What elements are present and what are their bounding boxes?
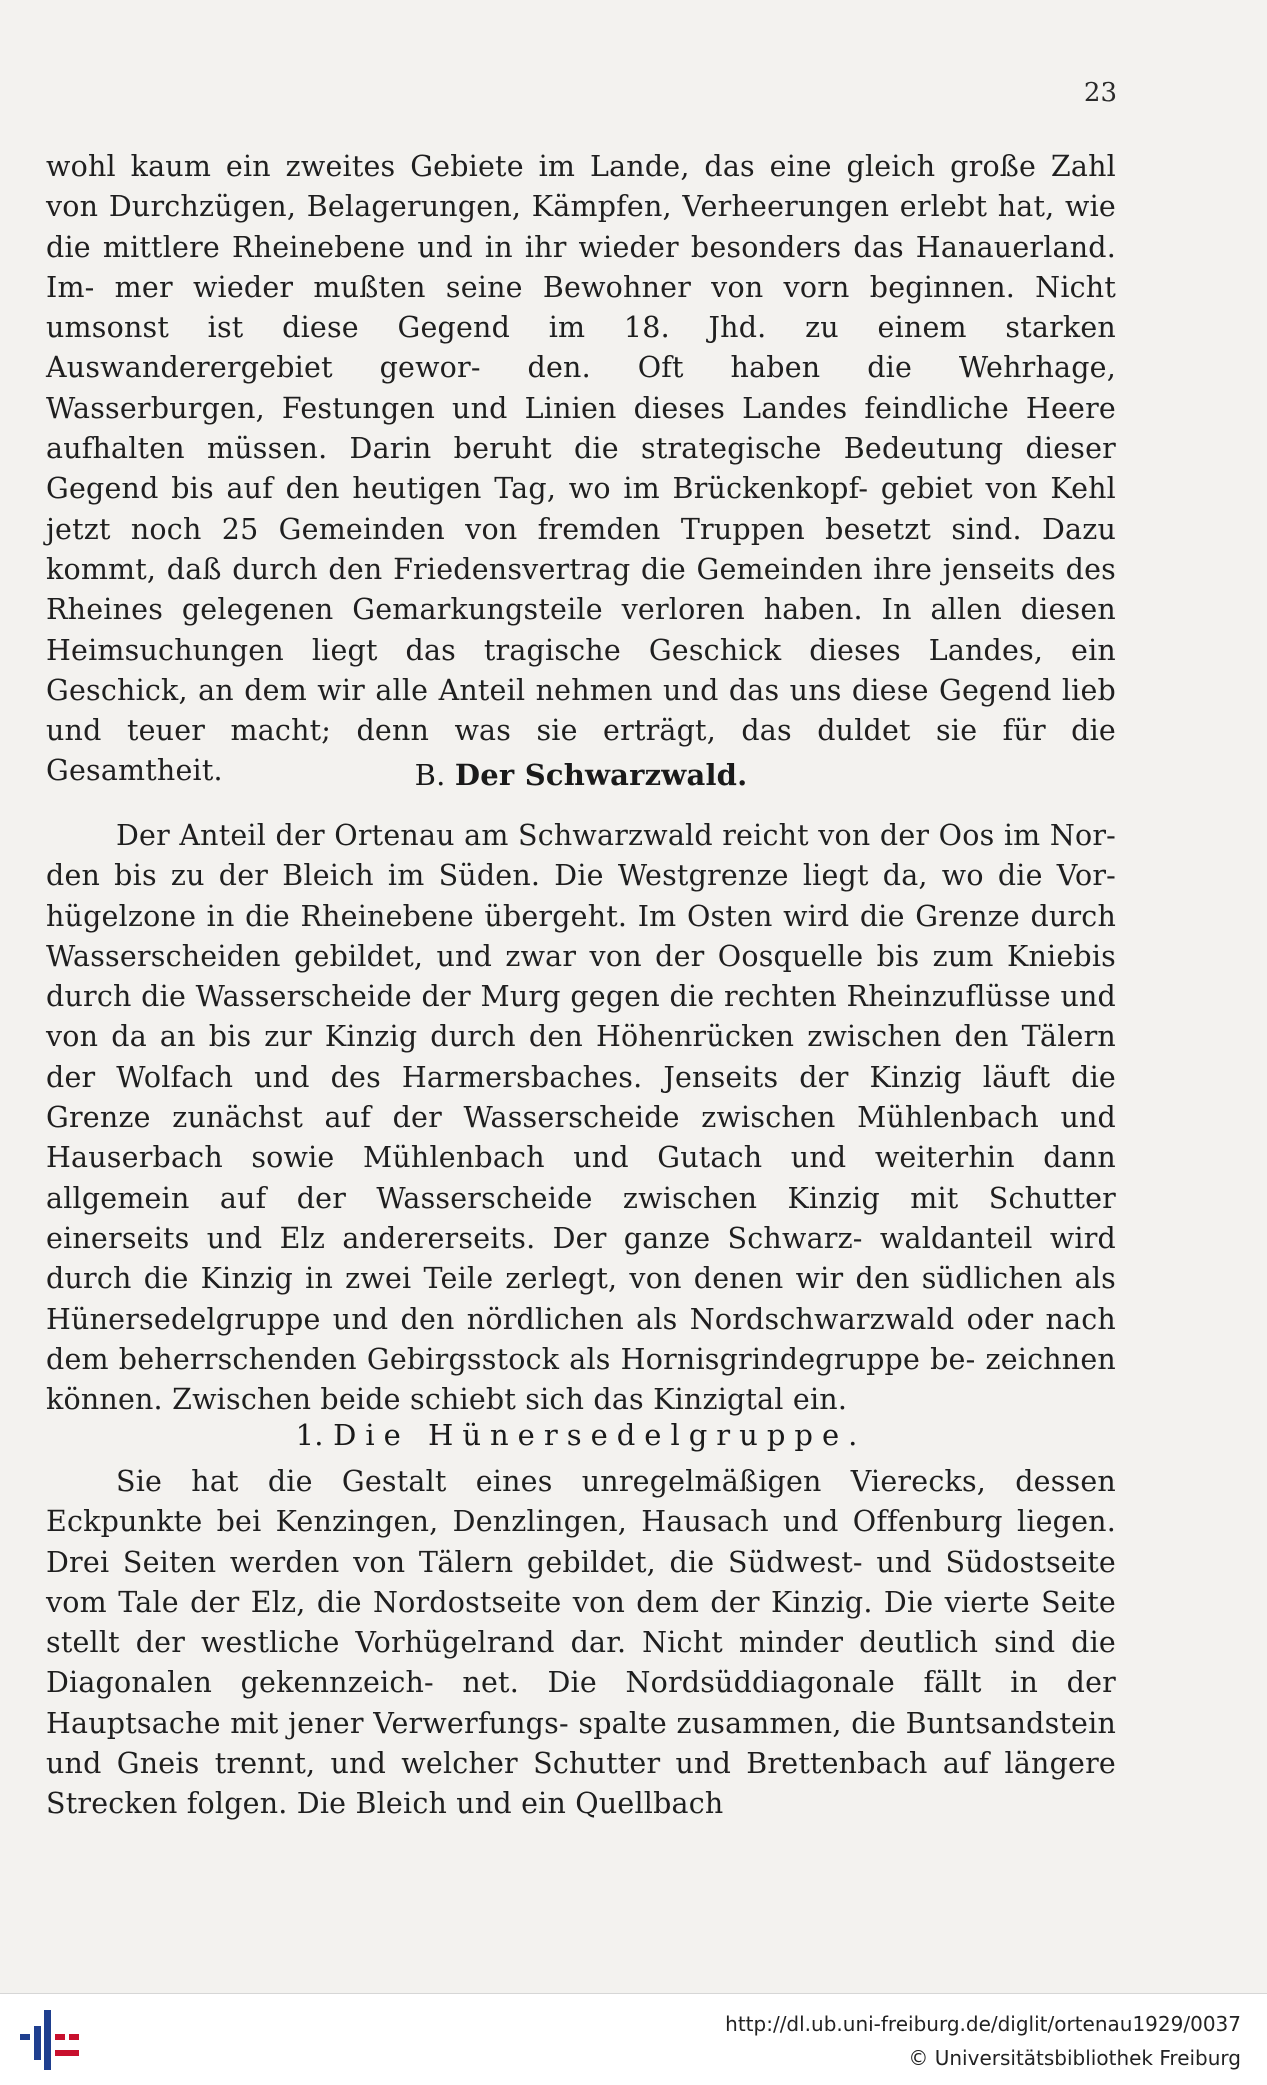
copyright-text: © Universitätsbibliothek Freiburg: [908, 2046, 1241, 2070]
section-heading-block: [46, 755, 1116, 795]
paragraph-1: Der Anteil der Ortenau am Schwarzwald reicht von der Oos im Nor- den bis zu der Bleich im Süden. Die Westgrenze liegt da, wo die Vor- hügelzone in die Rheinebene übergeht. Im Osten wird die Grenze durch Wasserscheiden gebildet, und zwar von der Oosquelle bis zum Kniebis durch die Wasserscheide der Murg gegen die rechten Rheinzuflüsse und von da an bis zur Kinzig durch den Höhenrücken zwischen den Tälern der Wolfach und des Harmersbaches. Jenseits der Kinzig läuft die Grenze zunächst auf der Wasserscheide zwischen Mühlenbach und Hauserbach sowie Mühlenbach und Gutach und weiterhin dann allgemein auf der Wasserscheide zwischen Kinzig mit Schutter einerseits und Elz andererseits. Der ganze Schwarz- waldanteil wird durch die Kinzig in zwei Teile zerlegt, von denen wir den südlichen als Hünersedelgruppe und den nördlichen als Nordschwarzwald oder nach dem beherrschenden Gebirgsstock als Hornisgrindegruppe be- zeichnen können. Zwischen beide schiebt sich das Kinzigtal ein.: [46, 819, 1116, 1417]
subheading-block: [46, 1415, 1116, 1455]
page-number: 23: [1083, 78, 1117, 108]
source-link[interactable]: http://dl.ub.uni-freiburg.de/diglit/ortenau1929/0037: [725, 2012, 1241, 2036]
paragraph-2-block: [46, 1462, 1116, 1825]
subheading-number: 1.: [295, 1418, 324, 1452]
ub-freiburg-logo-icon: [14, 2004, 86, 2076]
subheading-title: Die Hünersedelgruppe.: [333, 1418, 867, 1452]
subheading: [46, 1415, 1116, 1455]
intro-paragraph: wohl kaum ein zweites Gebiete im Lande, das eine gleich große Zahl von Durchzügen, Belagerungen, Kämpfen, Verheerungen erlebt hat, wie die mittlere Rheinebene und in ihr wieder besonders das Hanauerland. Im- mer wieder mußten seine Bewohner von vorn beginnen. Nicht umsonst ist diese Gegend im 18. Jhd. zu einem starken Auswanderergebiet gewor- den. Oft haben die Wehrhage, Wasserburgen, Festungen und Linien dieses Landes feindliche Heere aufhalten müssen. Darin beruht die strategische Bedeutung dieser Gegend bis auf den heutigen Tag, wo im Brückenkopf- gebiet von Kehl jetzt noch 25 Gemeinden von fremden Truppen besetzt sind. Dazu kommt, daß durch den Friedensvertrag die Gemeinden ihre jenseits des Rheines gelegenen Gemarkungsteile verloren haben. In allen diesen Heimsuchungen liegt das tragische Geschick dieses Landes, ein Geschick, an dem wir alle Anteil nehmen und das uns diese Gegend lieb und teuer macht; denn was sie erträgt, das duldet sie für die Gesamtheit.: [46, 150, 1116, 788]
paragraph-2: Sie hat die Gestalt eines unregelmäßigen Vierecks, dessen Eckpunkte bei Kenzingen, Denzlingen, Hausach und Offenburg liegen. Drei Seiten werden von Tälern gebildet, die Südwest- und Südostseite vom Tale der Elz, die Nordostseite von dem der Kinzig. Die vierte Seite stellt der westliche Vorhügelrand dar. Nicht minder deutlich sind die Diagonalen gekennzeich- net. Die Nordsüddiagonale fällt in der Hauptsache mit jener Verwerfungs- spalte zusammen, die Buntsandstein und Gneis trennt, und welcher Schutter und Brettenbach auf längere Strecken folgen. Die Bleich und ein Quellbach: [46, 1465, 1116, 1821]
paragraph-1-block: [46, 816, 1116, 1420]
section-title: Der Schwarzwald.: [454, 758, 748, 792]
section-heading: [46, 755, 1116, 795]
intro-block: [46, 147, 1116, 792]
footer-bar: [0, 1993, 1267, 2085]
section-letter: B.: [414, 758, 446, 792]
